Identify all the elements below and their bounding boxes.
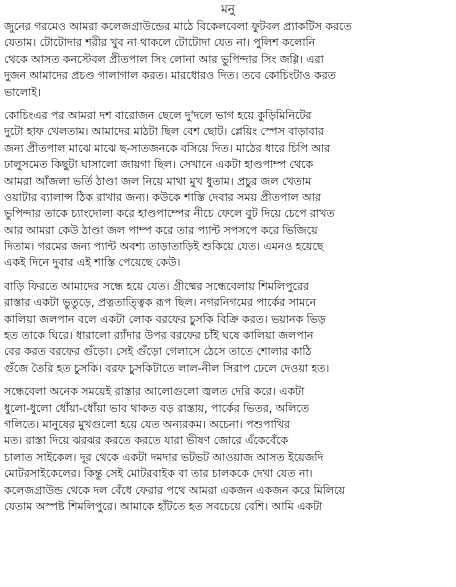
text-line: বাড়ি ফিরতে আমাদের সন্ধে হয়ে যেত। গ্রীষ্মের সন্ধেবেলায় শিমলিপুরের [4, 279, 309, 293]
text-line: কালিয়া জলপান বলে একটা লোক বরফের চুসকি বিক্রি করত। ভয়ানক ভিড় [4, 312, 326, 326]
text-line: দিতাম। গরমের জন্য প্যান্ট অবশ্য তাড়াতাড়িই শুকিয়ে যেত। এমনও হয়েছে [4, 240, 324, 254]
text-line: কলেজগ্রাউন্ড থেকে দল বেঁধে ফেরার পথে আমরা একজন একজন করে মিলিয়ে [4, 483, 345, 497]
text-line: গুঁজে তৈরি হত চুসকি। বরফ চুসকিটাতে লাল-নীল সিরাপ ঢেলে দেওয়া হত। [4, 361, 330, 375]
paragraph-3 [4, 279, 452, 377]
text-line: মত। রাস্তা দিয়ে ঝরঝর করতে করতে যারা ভীষণ জোরে এঁকেবেঁকে [4, 434, 289, 448]
text-line: কোচিংএর পর আমরা দশ বারোজন ছেলে দু'দলে ভাগ হয়ে কুড়িমিনিটের [4, 108, 312, 122]
text-line: দুজন আমাদের প্রচণ্ড গালাগাল করত। মারধোরও দিত। তবে কোচিংটাও করত [4, 69, 336, 83]
text-line: ওয়াটার ব্যালান্স ঠিক রাখার জন্য। কউকে শাস্তি দেবার সময় প্রীতপাল আর [4, 190, 321, 204]
page-title: মনু [221, 2, 235, 16]
paragraph-1 [4, 19, 452, 101]
text-line: দুটো হাফ খেলতাম। আমাদের মাঠটা ছিল বেশ ছোট। প্লেয়িং স্পেস বাড়াবার [4, 125, 324, 139]
text-line: যেতাম। টোটোদার শরীর খুব না থাকলে টোটোদা যেত না। পুলিশ কলোনি [4, 36, 316, 50]
text-line: ভালোই। [4, 85, 41, 99]
text-line: মোটরসাইকেলের। কিন্তু সেই মোটরবাইক বা তার চালককে দেখা যেত না। [4, 467, 313, 481]
paragraph-2 [4, 108, 452, 272]
text-line: হত তাকে ঘিরে। ধারালো র‍্যাঁদার উপর বরফের চাঁই ঘষে কালিয়া জলপান [4, 329, 314, 343]
text-line: চালাত সাইকেল। দূর থেকে একটা দমদার ভটভট আওয়াজ আসত ইয়েজদি [4, 450, 324, 464]
text-line: জন্য প্রীতপাল মাঝে মাঝে ছ-সাতজনকে বসিয়ে দিত। মাঠের ধারে চিপি আর [4, 141, 331, 155]
text-line: জুনের গরমেও আমরা কলেজগ্রাউন্ডের মাঠে বিকেলবেলা ফুটবল প্র্যাকটিস করতে [4, 20, 352, 33]
text-line: ধুলো-ধুলো ধোঁয়া-ধোঁয়া ভাব থাকত বড় রাস্তায়, পার্কের ভিতর, অলিতে [4, 401, 310, 415]
text-line: যেতাম অস্পষ্ট শিমলিপুরে। আমাকে হাঁটতে হত সবচেয়ে বেশি। আমি একটা [4, 499, 323, 513]
text-line: থেকে আসত কনস্টেবল প্রীতপাল সিং লোনা আর ভুপিন্দার সিং জগ্গি। এরা [4, 52, 324, 66]
text-line: রাস্তার একটা ভুতুড়ে, প্রত্নতাত্ত্বিক রূপ ছিল। নগরনিগমের পার্কের সামনে [4, 296, 317, 310]
text-line: ঢালুসমেত কিছুটা ঘাসালো জায়গা ছিল। সেখানে একটা হাণ্ডপাম্প থেকে [4, 158, 314, 172]
text-line: একই দিনে দুবার এই শাস্তি পেয়েছে কেউ। [4, 256, 181, 270]
text-line: গলিতে। মানুষের মুখগুলো হয়ে যেত অন্যরকম। অচেনা। পশুপাখির [4, 417, 290, 431]
text-line: আমরা আঁজলা ভর্তি ঠাণ্ডা জল নিয়ে মাথা মুখ ধুতাম। প্রচুর জল খেতাম [4, 174, 312, 188]
text-line: বের করত বরফের গুঁড়ো। সেই গুঁড়ো গেলাসে ঠেসে তাতে শোলার কাঠি [4, 345, 312, 359]
text-line: ভুপিন্দার তাকে চ্যাংদোলা করে হাণ্ডপাম্পের নীচে ফেলে বুট দিয়ে চেপে রাখত [4, 207, 335, 221]
text-line: সন্ধেবেলা অনেক সময়েই রাস্তার আলোগুলো জ্বলত দেরি করে। একটা [4, 385, 305, 399]
text-line: আর আমরা কেউ ঠাণ্ডা জল পাম্প করে তার প্যান্ট সপসপে করে ভিজিয়ে [4, 223, 318, 237]
paragraph-4 [4, 384, 452, 515]
